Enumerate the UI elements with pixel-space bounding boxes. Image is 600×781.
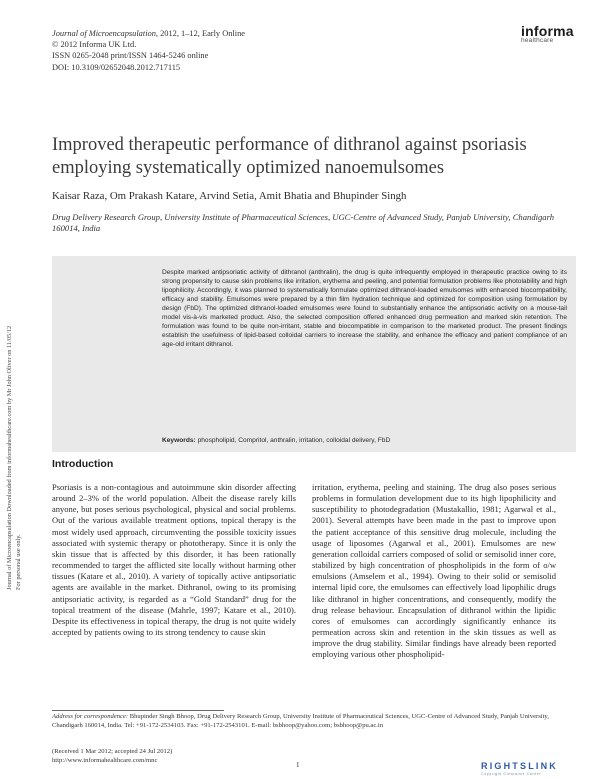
informa-logo xyxy=(521,24,583,44)
body-column-left xyxy=(52,482,296,638)
correspondence-text: Bhupinder Singh Bhoop, Drug Delivery Research Group, University Institute of Pharmaceutical Sciences, UGC-Centre of Advanced Study, Panjab University, Chandigarh 160014, India. Tel: +91-172-2534103. Fax: +91-172-2543101. E-mail: bsbhoop@yahoo.com; bsbhoop@pu.ac.in xyxy=(52,713,549,729)
page-number: 1 xyxy=(296,761,300,769)
logo-sub: healthcare xyxy=(521,37,554,44)
rightslink-text: RIGHTSLINK xyxy=(481,761,558,771)
received-dates: (Received 1 Mar 2012; accepted 24 Jul 2012) xyxy=(52,748,173,755)
author-list: Kaisar Raza, Om Prakash Katare, Arvind Setia, Amit Bhatia and Bhupinder Singh xyxy=(52,190,407,202)
correspondence-label: Address for correspondence: xyxy=(52,713,129,720)
download-watermark xyxy=(4,210,26,590)
journal-citation: Journal of Microencapsulation, 2012, 1–12, Early Online xyxy=(52,29,245,38)
footnote-divider xyxy=(52,710,224,711)
correspondence-note xyxy=(52,713,578,730)
keywords-label: Keywords: xyxy=(162,437,196,444)
rightslink-logo xyxy=(481,761,581,776)
received-info xyxy=(52,748,172,765)
journal-url[interactable]: http://www.informahealthcare.com/mnc xyxy=(52,756,158,764)
section-heading-introduction: Introduction xyxy=(52,458,114,470)
keywords xyxy=(162,437,567,444)
rightslink-tagline: Copyright Clearance Center xyxy=(481,772,542,776)
personal-use-note: For personal use only. xyxy=(14,534,22,590)
journal-header xyxy=(52,28,245,73)
intro-paragraph-right: irritation, erythema, peeling and staining. The drug also poses serious problems in formulation development due to its high lipophilicity and susceptibility to photodegradation (Mustakallio, 1981; Agarwal et al., 2001). Several attempts have been made in the past to improve upon the patient acceptance of this sensitive drug molecule, including the usage of liposomes (Agarwal et al., 2001). Emulsomes are new generation colloidal carriers composed of solid or semisolid inner core, stabilized by high concentration of phospholipids in the form of o/w emulsions (Amselem et al., 1994). Owing to their solid or semisolid internal lipid core, the emulsomes can effectively load lipophilic drugs like dithranol in higher concentrations, and consequently, modify the drug release behaviour. Encapsulation of dithranol within the lipidic cores of emulsomes can accordingly significantly enhance its permeation across skin and retention in the skin tissues as well as improve the drug stability. Similar findings have already been reported employing various other phospholipid- xyxy=(312,482,556,660)
copyright-line: © 2012 Informa UK Ltd. xyxy=(52,40,137,50)
logo-brand: informa xyxy=(521,23,574,39)
doi-line: DOI: 10.3109/02652048.2012.717115 xyxy=(52,62,181,72)
download-note: Journal of Microencapsulation Downloaded from informahealthcare.com by Mr John Oliver on 11/05/12 xyxy=(6,325,13,590)
intro-paragraph-left: Psoriasis is a non-contagious and autoimmune skin disorder affecting around 2–3% of the world population. Albeit the disease rarely kills anyone, but poses serious psychological, physical and social problems. Out of the various available treatment options, topical therapy is the most widely used approach, circumventing the possible toxicity issues associated with systemic therapy or phototherapy. Since it is only the skin tissue that is affected by this disorder, it has been rationally recommended to target the afflicted site locally without harming other tissues (Katare et al., 2010). A variety of topically active antipsoriatic agents are available in the market. Dithranol, owing to its promising antipsoriatic activity, is regarded as a “Gold Standard” drug for the topical treatment of the disease (Mahrle, 1997; Katare et al., 2010). Despite its effectiveness in topical therapy, the drug is not quite widely accepted by patients owing to its strong tendency to cause skin xyxy=(52,482,296,638)
issn-line: ISSN 0265-2048 print/ISSN 1464-5246 online xyxy=(52,51,209,61)
keywords-list: phospholipid, Compritol, anthralin, irritation, colloidal delivery, FbD xyxy=(197,437,391,444)
article-title: Improved therapeutic performance of dithranol against psoriasis employing systematically optimized nanoemulsomes xyxy=(52,135,527,178)
affiliation: Drug Delivery Research Group, University Institute of Pharmaceutical Sciences, UGC-Centre of Advanced Study, Panjab University, Chandigarh 160014, India xyxy=(52,212,555,233)
abstract-text: Despite marked antipsoriatic activity of dithranol (anthralin), the drug is quite infrequently employed in therapeutic practice owing to its strong propensity to cause skin problems like irritation, erythema and peeling, and potential formulation problems like photolability and high lipophilicity. Accordingly, it was planned to systematically formulate optimized dithranol-loaded emulsomes with enhanced biocompatibility, efficacy and stability. Emulsomes were prepared by a thin film hydration technique and optimized for composition using formulation by design (FbD). The optimized dithranol-loaded emulsomes were found to substantially enhance the antipsoriatic activity on a mouse-tail model vis-à-vis marketed product. Also, the selected composition offered enhanced drug permeation and marked skin retention. The formulation was found to be quite non-irritant, stable and biocompatible in comparison to the marketed product. The present findings establish the usefulness of lipid-based colloidal carriers to increase the stability, and enhance the efficacy and patient compliance of an age-old irritant dithranol. xyxy=(162,269,567,349)
body-column-right xyxy=(312,482,556,661)
